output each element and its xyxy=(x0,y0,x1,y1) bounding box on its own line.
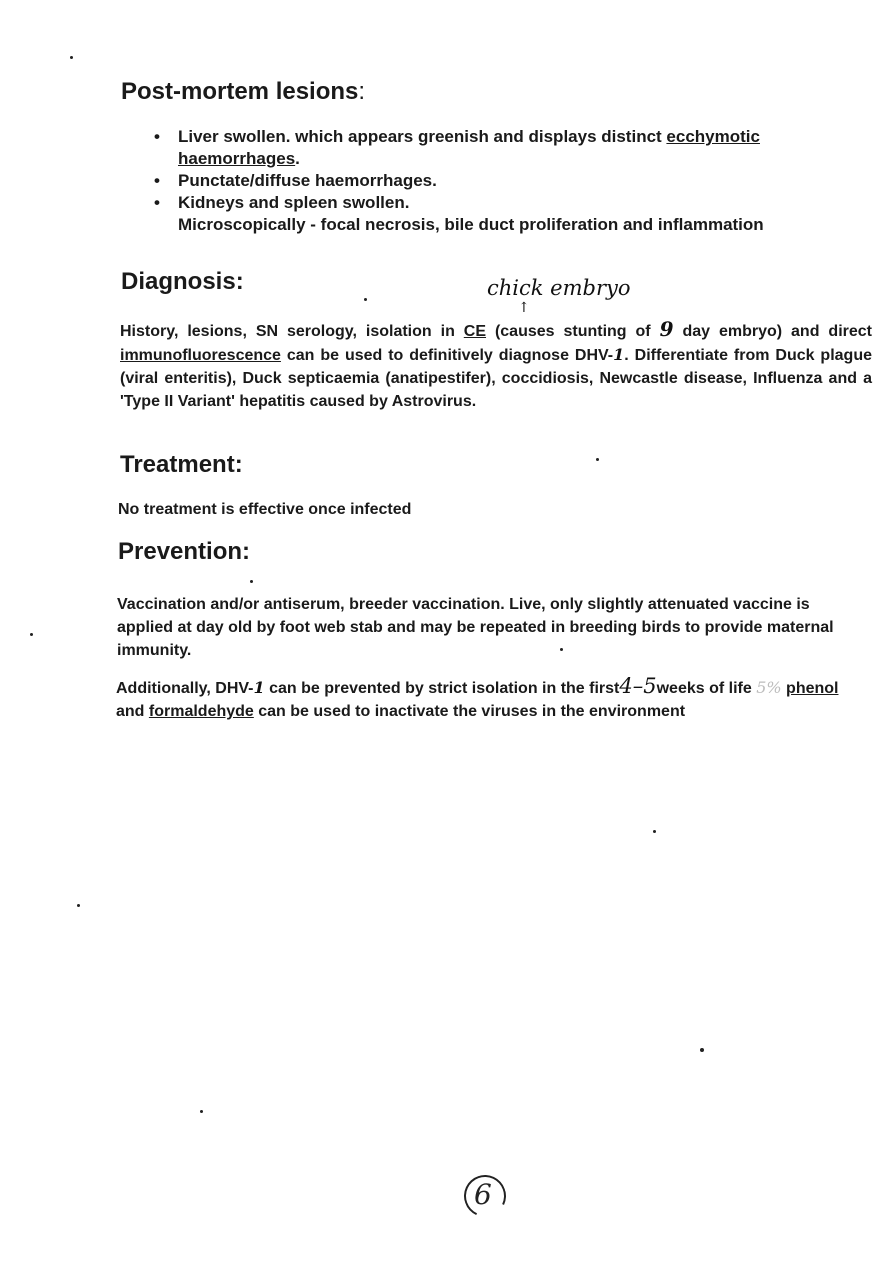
list-item: • Kidneys and spleen swollen. xyxy=(150,192,850,214)
speck xyxy=(77,904,80,907)
speck xyxy=(70,56,73,59)
speck xyxy=(250,580,253,583)
speck xyxy=(30,633,33,636)
prevention-paragraph-2: Additionally, DHV-1 can be prevented by strict isolation in the first4–5weeks of life 5% phenol and formaldehyde can be used to inactivate the viruses in the environment xyxy=(116,674,839,720)
speck xyxy=(560,648,563,651)
speck xyxy=(364,298,367,301)
treatment-text: No treatment is effective once infected xyxy=(118,501,412,518)
prevention-paragraph-1: Vaccination and/or antiserum, breeder vaccination. Live, only slightly attenuated vaccine is applied at day old by foot web stab and may be repeated in breeding birds to provide maternal immunity. xyxy=(117,596,834,659)
heading-diagnosis: Diagnosis: xyxy=(121,268,244,295)
speck xyxy=(596,458,599,461)
speck xyxy=(653,830,656,833)
list-item: • Punctate/diffuse haemorrhages. xyxy=(150,170,850,192)
page-number: 6 xyxy=(474,1178,492,1211)
list-item: Microscopically - focal necrosis, bile duct proliferation and inflammation xyxy=(178,215,764,234)
heading-prevention: Prevention: xyxy=(118,538,251,565)
arrow-up-icon: ↑ xyxy=(518,300,530,316)
heading-post-mortem-lesions: Post-mortem lesions: xyxy=(121,78,366,105)
speck xyxy=(700,1048,704,1052)
handwritten-annotation: chick embryo xyxy=(487,276,631,300)
diagnosis-paragraph: History, lesions, SN serology, isolation in CE (causes stunting of 9 day embryo) and direct immunofluorescence can be used to definitively diagnose DHV-1. Differentiate from Duck plague (viral enteritis), Duck septicaemia (anatipestifer), coccidiosis, Newcastle disease, Influenza and a 'Type II Variant' hepatitis caused by Astrovirus. xyxy=(120,317,872,410)
heading-treatment: Treatment: xyxy=(120,451,243,478)
post-mortem-list xyxy=(150,126,850,236)
list-item: • Liver swollen. which appears greenish and displays distinct ecchymotic haemorrhages. xyxy=(150,126,850,170)
speck xyxy=(200,1110,203,1113)
